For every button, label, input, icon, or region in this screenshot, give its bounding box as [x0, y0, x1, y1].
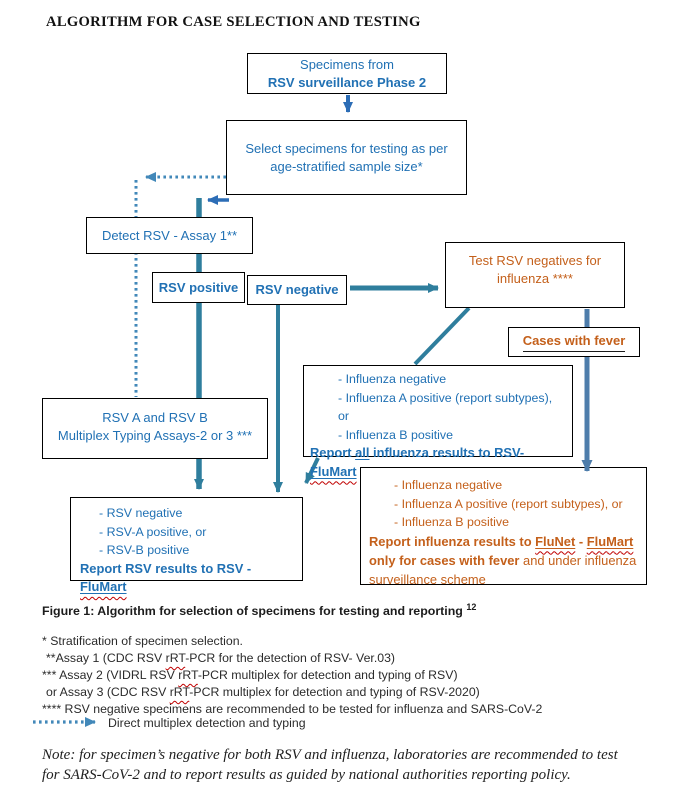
- footnote-text: *** Assay 2 (VIDRL RSV: [42, 668, 179, 682]
- page-title: ALGORITHM FOR CASE SELECTION AND TESTING: [46, 14, 421, 30]
- box-test-influenza-line2: influenza ****: [497, 271, 573, 286]
- box-cases-with-fever-label: Cases with fever: [523, 332, 626, 352]
- caption-superscript: 12: [466, 602, 477, 612]
- flumart-link-text: FluMart: [310, 463, 357, 479]
- footnote-squiggle-text: rRT: [165, 651, 186, 665]
- flunet-link-text: FluNet: [535, 533, 576, 549]
- box-influenza-results: [303, 365, 573, 479]
- report-text: Report RSV results to RSV -: [80, 560, 252, 576]
- report-text: -: [575, 533, 587, 549]
- list-item: - Influenza A positive (report subtypes), or: [338, 390, 553, 423]
- footnote-squiggle-text: rRT: [178, 668, 198, 682]
- list-item: - Influenza negative: [394, 478, 503, 492]
- list-item: - Influenza B positive: [338, 427, 454, 442]
- box-specimens-line1: Specimens from: [300, 56, 394, 72]
- box-specimens: [247, 53, 447, 94]
- footnote-text: or Assay 3 (CDC RSV: [46, 685, 170, 699]
- note-line1: Note: for specimen’s negative for both RSV and influenza, laboratories are recommended to test: [42, 747, 618, 763]
- box-rsv-report: [70, 497, 303, 594]
- list-item: - RSV negative: [99, 506, 183, 520]
- influenza-results-items: [310, 370, 566, 444]
- footnote-text: -PCR for the detection of RSV- Ver.03): [185, 651, 396, 665]
- list-item: - Influenza B positive: [394, 515, 510, 529]
- box-test-influenza: [445, 242, 625, 308]
- footnote-text: **Assay 1 (CDC RSV: [46, 651, 166, 665]
- box-detect-label: Detect RSV - Assay 1**: [101, 227, 238, 243]
- report-bold-text: only for cases with fever: [369, 552, 520, 568]
- report-regular-text: surveillance scheme: [369, 571, 486, 587]
- footnote-5: **** RSV negative specimens are recommended to be tested for influenza and SARS-CoV-2: [42, 702, 543, 716]
- rsv-report-items: [80, 504, 296, 560]
- legend-label: Direct multiplex detection and typing: [108, 716, 306, 730]
- box-select-specimens: [226, 120, 467, 195]
- influenza-results-report-line: [310, 444, 566, 481]
- box-multiplex-typing: [42, 398, 268, 459]
- box-rsv-negative: [247, 275, 347, 305]
- report-regular-text: and under influenza: [519, 552, 637, 568]
- box-select-line1: Select specimens for testing as per: [245, 140, 448, 156]
- note-line2: for SARS-CoV-2 and to report results as guided by national authorities reporting policy.: [42, 767, 571, 783]
- report-text: Report: [310, 445, 356, 460]
- list-item: - RSV-A positive, or: [99, 524, 207, 539]
- flumart-link-text: FluMart: [80, 579, 127, 594]
- flumart-link-text: FluMart: [586, 533, 634, 549]
- report-text: Report influenza results to: [369, 533, 536, 549]
- footnote-text: -PCR multiplex for detection and typing of RSV-2020): [189, 685, 480, 699]
- box-specimens-line2: RSV surveillance Phase 2: [267, 74, 427, 90]
- box-cases-with-fever: [508, 327, 640, 357]
- figure-caption-text: Figure 1: Algorithm for selection of specimens for testing and reporting: [42, 604, 463, 619]
- footnote-1: * Stratification of specimen selection.: [42, 634, 243, 648]
- report-text: influenza results to RSV-: [369, 445, 525, 460]
- list-item: - Influenza A positive (report subtypes), or: [394, 496, 623, 511]
- list-item: - Influenza negative: [338, 372, 447, 386]
- box-select-line2: age-stratified sample size*: [270, 158, 423, 174]
- footnote-text: -PCR multiplex for detection and typing of RSV): [197, 668, 458, 682]
- report-all-underlined: all: [355, 445, 370, 460]
- box-rsv-positive: [152, 272, 245, 303]
- box-rsv-negative-label: RSV negative: [255, 282, 339, 297]
- box-typing-line2: Multiplex Typing Assays-2 or 3 ***: [57, 428, 253, 443]
- box-detect-rsv: [86, 217, 253, 254]
- box-rsv-positive-label: RSV positive: [158, 279, 239, 295]
- rsv-report-line: [80, 560, 296, 597]
- list-item: - RSV-B positive: [99, 543, 190, 557]
- footnote-squiggle-text: rRT: [169, 685, 190, 699]
- box-test-influenza-line1: Test RSV negatives for: [468, 253, 602, 268]
- box-typing-line1: RSV A and RSV B: [102, 410, 208, 425]
